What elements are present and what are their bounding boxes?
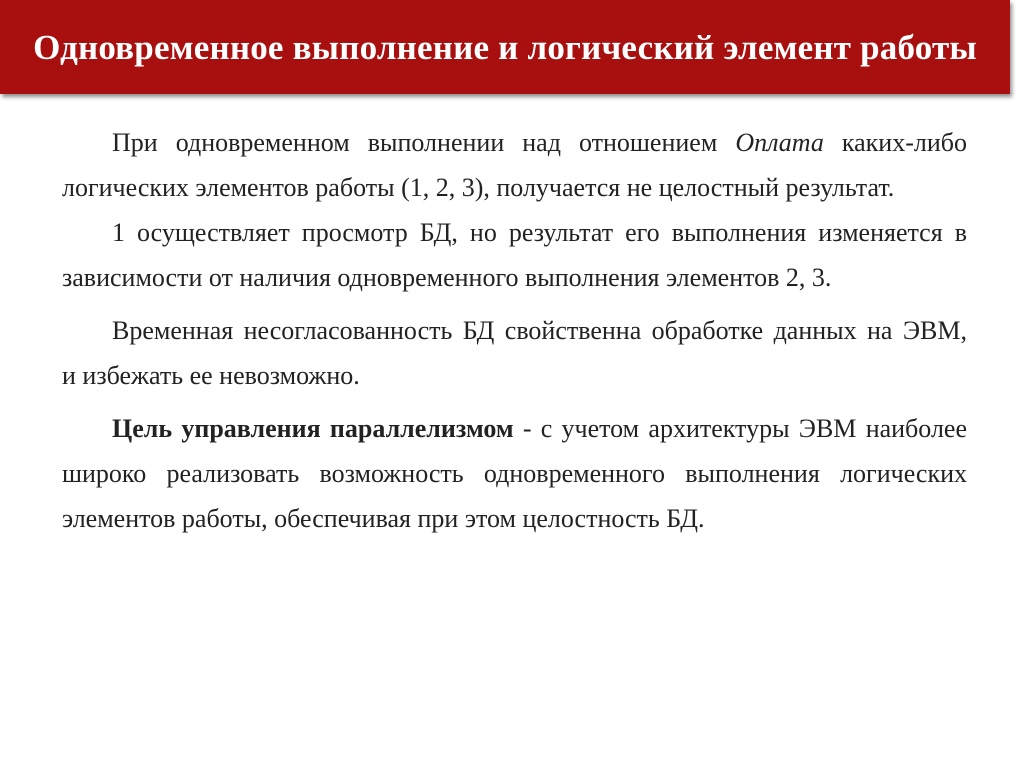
paragraph-3: Временная несогласованность БД свойственна обработке данных на ЭВМ, и избежать ее невозможно. xyxy=(62,316,987,390)
paragraph-4-rest: - с учетом архитектуры ЭВМ наиболее широко реализовать возможность одновременного выполнения логических элементов работы, обеспечивая при этом целостность БД. xyxy=(62,414,967,533)
paragraph-2: 1 осуществляет просмотр БД, но результат его выполнения изменяется в зависимости от наличия одновременного выполнения элементов 2, 3. xyxy=(62,218,967,292)
paragraph-1-emphasis: Оплата xyxy=(735,128,824,157)
title-bar xyxy=(0,0,1010,94)
paragraph-1 xyxy=(62,120,967,210)
slide-body xyxy=(62,120,987,541)
paragraph-4 xyxy=(62,406,967,541)
slide-title: Одновременное выполнение и логический элемент работы xyxy=(33,27,977,67)
paragraph-1-before: При одновременном выполнении над отношением xyxy=(112,128,736,157)
paragraph-1-after: каких-либо логических элементов работы (1, 2, 3), получается не целостный результат. xyxy=(62,128,967,202)
paragraph-4-bold: Цель управления параллелизмом xyxy=(112,414,514,443)
